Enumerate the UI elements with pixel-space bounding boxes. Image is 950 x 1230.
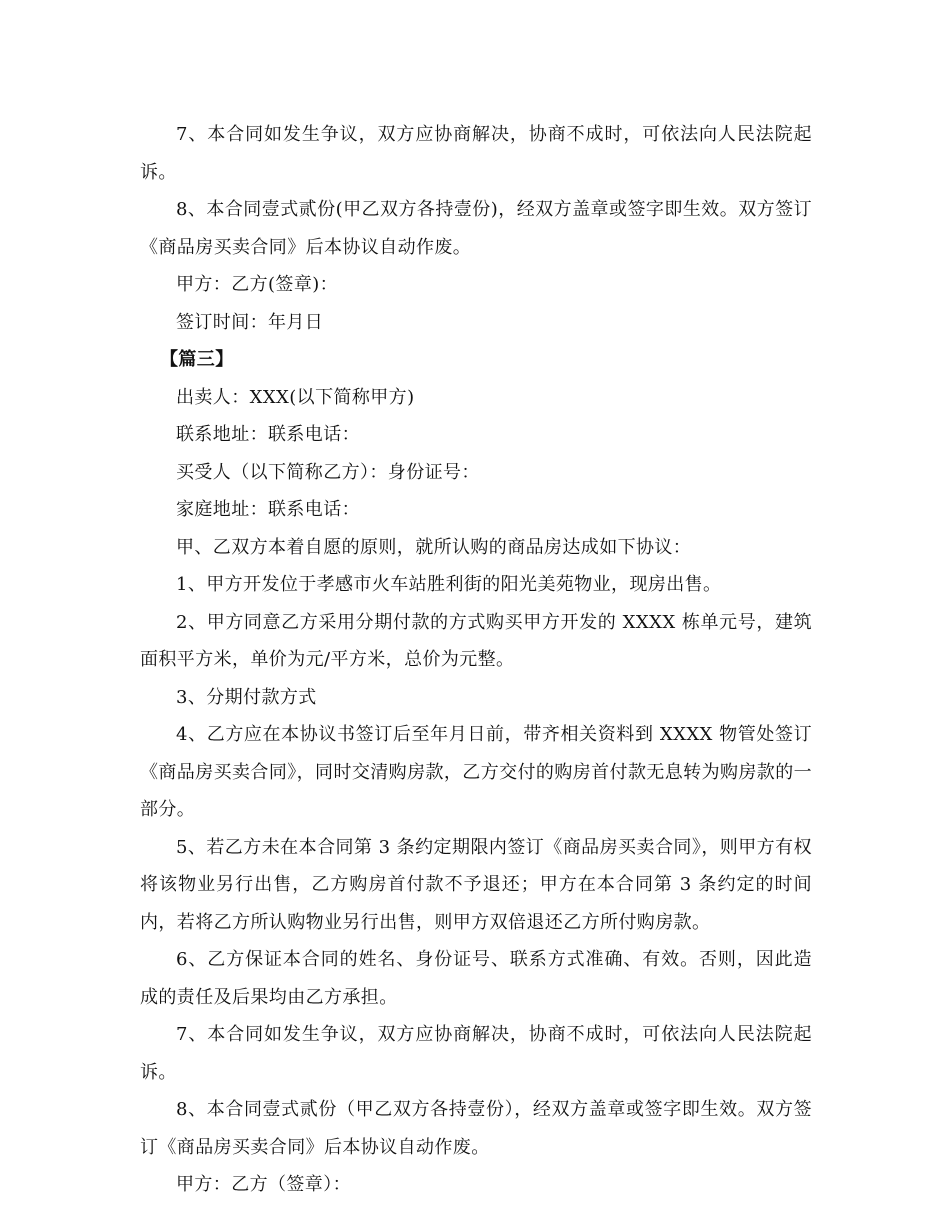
clause-7-dispute: 7、本合同如发生争议，双方应协商解决，协商不成时，可依法向人民法院起诉。 [140, 124, 812, 183]
signature-line: 甲方：乙方(签章)： [176, 274, 339, 295]
seller-contact-line: 联系地址：联系电话： [176, 424, 360, 445]
buyer-contact-line: 家庭地址：联系电话： [176, 499, 360, 520]
clause-8-copies-repeat: 8、本合同壹式贰份（甲乙双方各持壹份），经双方盖章或签字即生效。双方签订《商品房买卖合同》后本协议自动作废。 [140, 1099, 812, 1158]
clause-2-purchase: 2、甲方同意乙方采用分期付款的方式购买甲方开发的 XXXX 栋单元号，建筑面积平方米，单价为元/平方米，总价为元整。 [140, 611, 812, 670]
clause-1-property: 1、甲方开发位于孝感市火车站胜利街的阳光美苑物业，现房出售。 [176, 574, 722, 595]
clause-4-signing: 4、乙方应在本协议书签订后至年月日前，带齐相关资料到 XXXX 物管处签订《商品房买卖合同》，同时交清购房款，乙方交付的购房首付款无息转为购房款的一部分。 [140, 724, 812, 820]
document-body [140, 116, 812, 1204]
agreement-intro: 甲、乙双方本着自愿的原则，就所认购的商品房达成如下协议： [176, 536, 692, 558]
signature-line-repeat: 甲方：乙方（签章）： [176, 1174, 351, 1195]
clause-7-dispute-repeat: 7、本合同如发生争议，双方应协商解决，协商不成时，可依法向人民法院起诉。 [140, 1024, 812, 1083]
clause-3-installment: 3、分期付款方式 [176, 686, 317, 708]
seller-line: 出卖人：XXX(以下简称甲方) [176, 386, 415, 408]
buyer-line: 买受人（以下简称乙方）：身份证号： [176, 461, 480, 483]
clause-6-guarantee: 6、乙方保证本合同的姓名、身份证号、联系方式准确、有效。否则，因此造成的责任及后果均由乙方承担。 [140, 949, 812, 1008]
section-heading: 【篇三】 [160, 349, 234, 370]
clause-5-breach: 5、若乙方未在本合同第 3 条约定期限内签订《商品房买卖合同》，则甲方有权将该物业另行出售，乙方购房首付款不予退还；甲方在本合同第 3 条约定的时间内，若将乙方所认购物业另行出售，则甲方双倍退还乙方所付购房款。 [140, 836, 812, 933]
clause-8-copies: 8、本合同壹式贰份(甲乙双方各持壹份)，经双方盖章或签字即生效。双方签订《商品房买卖合同》后本协议自动作废。 [140, 199, 812, 258]
signing-date-line: 签订时间：年月日 [176, 311, 324, 333]
